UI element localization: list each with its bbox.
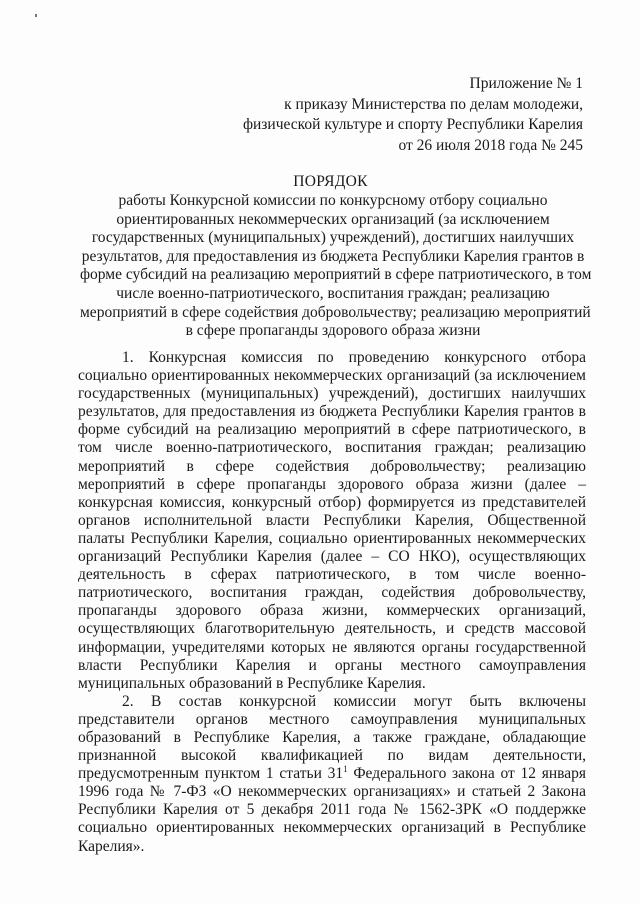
scan-speck [35, 14, 37, 17]
subtitle-line: форме субсидий на реализацию мероприятий в сфере патриотического, в том [80, 266, 592, 284]
subtitle-line: мероприятий в сфере содействия добровольчеству; реализацию мероприятий [80, 303, 591, 321]
subtitle-line: ориентированных некоммерческих организаций (за исключением [116, 210, 550, 228]
subtitle-line: результатов, для предоставления из бюджета Республики Карелия грантов в [81, 247, 585, 265]
paragraph-1: 1. Конкурсная комиссия по проведению конкурсного отбора социально ориентированных некоммерческих организаций (за исключением государственных (муниципальных) учреждений), достигших наилучших результатов, для предоставления из бюджета Республики Карелия грантов в форме субсидий на реализацию мероприятий в сфере патриотического, в том числе военно-патриотического, воспитания граждан; реализацию мероприятий в сфере содействия добровольчеству; реализацию мероприятий в сфере пропаганды здорового образа жизни (далее – конкурсная комиссия, конкурсный отбор) формируется из представителей органов исполнительной власти Республики Карелия, Общественной палаты Республики Карелия, социально ориентированных некоммерческих организаций Республики Карелия (далее – СО НКО), осуществляющих деятельность в сферах патриотического, в том числе военно-патриотического, воспитания граждан, содействия добровольчеству, пропаганды здорового образа жизни, коммерческих организаций, осуществляющих благотворительную деятельность, и средств массовой информации, учредителями которых не являются органы государственной власти Республики Карелия и органы местного самоуправления муниципальных образований в Республике Карелия. [78, 349, 586, 692]
subtitle-line: государственных (муниципальных) учреждений), достигших наилучших [91, 229, 575, 247]
document-subtitle [80, 192, 592, 341]
paragraph-2-text-continued: Федерального закона от 12 января 1996 года № 7-ФЗ «О некоммерческих организациях» и статьей 2 Закона Республики Карелия от 5 декабря 2011 года № 1562-ЗРК «О поддержке социально ориентированных некоммерческих организаций в Республике Карелия». [78, 765, 587, 855]
subtitle-line: числе военно-патриотического, воспитания граждан; реализацию [116, 284, 550, 302]
subtitle-line: в сфере пропаганды здорового образа жизни [185, 322, 481, 340]
subtitle-line: работы Конкурсной комиссии по конкурсному отбору социально [118, 192, 548, 209]
appendix-header [223, 74, 583, 156]
article-superscript: 1 [343, 764, 348, 775]
appendix-line: физической культуре и спорту Республики Карелия [242, 116, 583, 133]
document-title: ПОРЯДОК [293, 173, 368, 190]
paragraph-2-text: 2. В состав конкурсной комиссии могут быть включены представители органов местного самоуправления муниципальных образований в Республике Карелия, а также граждане, обладающие признанной высокой квалификацией по видам деятельности, предусмотренным пунктом 1 статьи 31 [78, 692, 586, 783]
paragraph-2 [78, 693, 586, 856]
appendix-line: Приложение № 1 [469, 75, 583, 92]
document-body [78, 349, 586, 856]
appendix-line: к приказу Министерства по делам молодежи, [284, 95, 583, 113]
appendix-line: от 26 июля 2018 года № 245 [398, 136, 583, 154]
